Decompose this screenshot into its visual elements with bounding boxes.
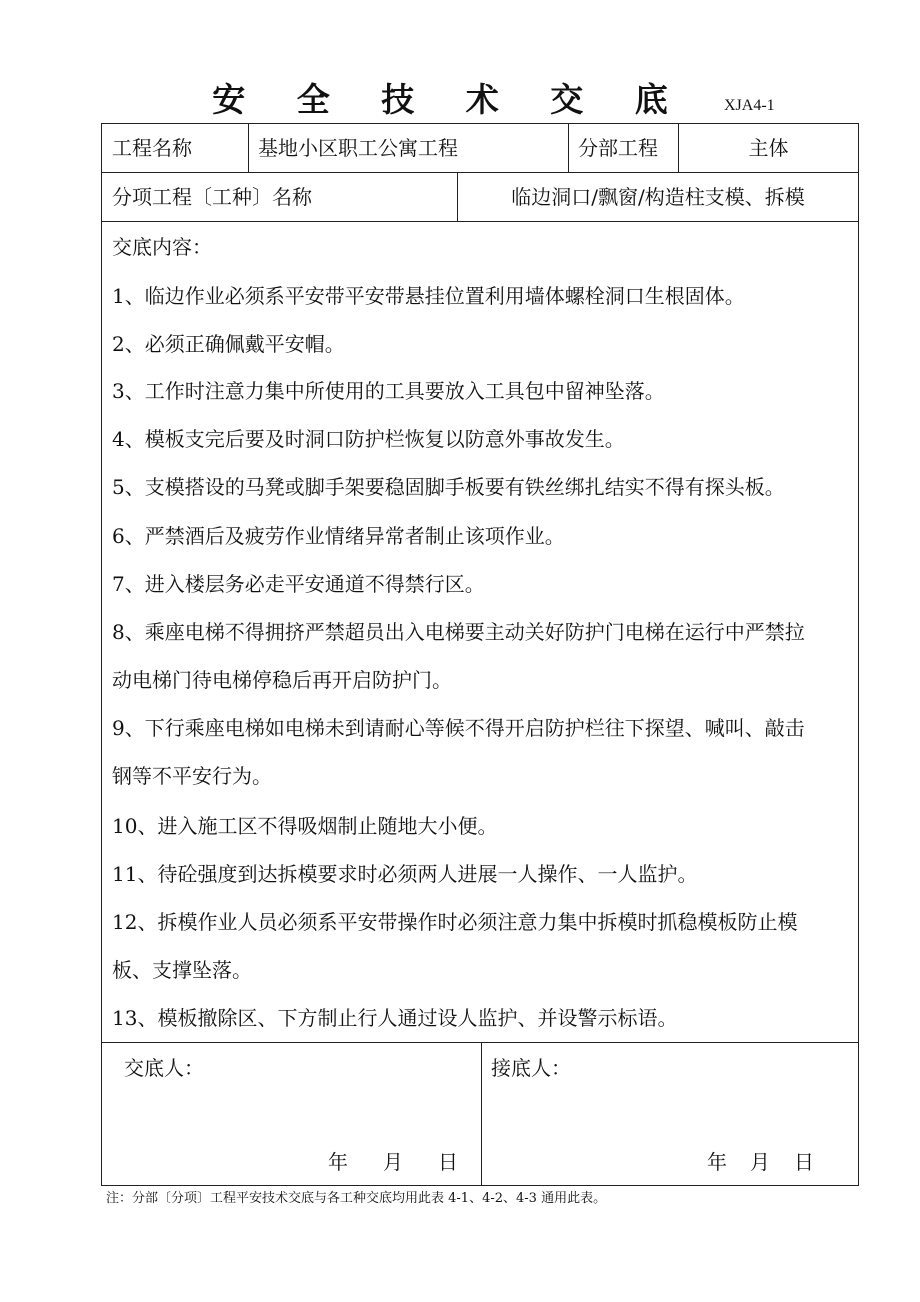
content-heading: 交底内容： (112, 235, 212, 259)
sub-item-value: 临边洞口/飘窗/构造柱支模、拆模 (511, 185, 805, 209)
row2-divider (102, 221, 858, 222)
content-line: 10、进入施工区不得吸烟制止随地大小便。 (112, 814, 498, 838)
giver-date-month: 月 (383, 1150, 403, 1174)
content-line: 2、必须正确佩戴平安帽。 (112, 332, 345, 356)
content-line: 8、乘座电梯不得拥挤严禁超员出入电梯要主动关好防护门电梯在运行中严禁拉 (112, 620, 805, 644)
content-line: 动电梯门待电梯停稳后再开启防护门。 (112, 668, 452, 692)
content-line: 4、模板支完后要及时洞口防护栏恢复以防意外事故发生。 (112, 427, 625, 451)
content-line: 7、进入楼层务必走平安通道不得禁行区。 (112, 572, 485, 596)
content-line: 12、拆模作业人员必须系平安带操作时必须注意力集中拆模时抓稳模板防止模 (112, 910, 798, 934)
giver-label: 交底人： (124, 1056, 204, 1080)
content-line: 板、支撑坠落。 (112, 958, 252, 982)
content-line: 9、下行乘座电梯如电梯未到请耐心等候不得开启防护栏往下探望、喊叫、敲击 (112, 716, 805, 740)
receiver-date-month: 月 (750, 1150, 770, 1174)
row1-col-divider-2 (568, 124, 569, 172)
content-divider (102, 1042, 858, 1043)
receiver-date-day: 日 (794, 1150, 814, 1174)
row1-divider (102, 172, 858, 173)
content-line: 11、待砼强度到达拆模要求时必须两人进展一人操作、一人监护。 (112, 862, 698, 886)
content-line: 钢等不平安行为。 (112, 764, 272, 788)
content-line: 6、严禁酒后及疲劳作业情绪异常者制止该项作业。 (112, 524, 565, 548)
form-code: XJA4-1 (724, 97, 775, 114)
project-name-value: 基地小区职工公寓工程 (258, 136, 458, 160)
project-name-label: 工程名称 (112, 136, 192, 160)
division-value: 主体 (748, 136, 789, 160)
content-line: 5、支模搭设的马凳或脚手架要稳固脚手板要有铁丝绑扎结实不得有探头板。 (112, 475, 785, 499)
signature-divider (481, 1042, 482, 1185)
footer-note: 注：分部〔分项〕工程平安技术交底与各工种交底均用此表 4-1、4-2、4-3 通用此表。 (106, 1191, 607, 1206)
division-label: 分部工程 (578, 136, 658, 160)
row1-col-divider-1 (248, 124, 249, 172)
receiver-date-year: 年 (707, 1150, 727, 1174)
giver-date-day: 日 (438, 1150, 458, 1174)
sub-item-label: 分项工程〔工种〕名称 (112, 185, 312, 209)
receiver-label: 接底人： (491, 1056, 571, 1080)
document-title: 安 全 技 术 交 底 (212, 80, 688, 119)
giver-date-year: 年 (328, 1150, 348, 1174)
disclosure-form (101, 123, 859, 1186)
content-line: 1、临边作业必须系平安带平安带悬挂位置利用墙体螺栓洞口生根固体。 (112, 284, 745, 308)
content-line: 3、工作时注意力集中所使用的工具要放入工具包中留神坠落。 (112, 379, 665, 403)
content-line: 13、模板撤除区、下方制止行人通过设人监护、并设警示标语。 (112, 1006, 678, 1030)
